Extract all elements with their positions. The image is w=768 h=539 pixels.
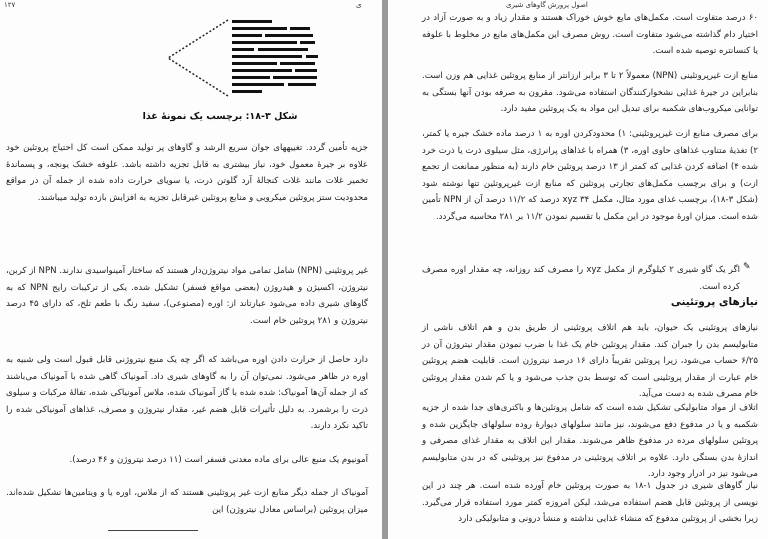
left-paragraph-5: آمونیاک از جمله دیگر منابع ازت غیر پروتئینی هستند که از ملاس، اوره یا و ویتامین‌ها تشکیل شده‌اند. میزان پروتئین (براساس معادل نیتروژن) این — [6, 488, 368, 515]
section-heading: نیازهای پروتئینی — [670, 296, 758, 308]
section-paragraph-2: اتلاف از مواد متابولیکی تشکیل شده است که شامل پروتئین‌ها و باکتری‌های جدا شده از جزیه شکمبه و یا در مدفوع دفع می‌شوند، نیز مانند سلولهای دیوارهٔ روده سلولهای جایگزین شده و پروتئین سلولهای مرده در مدفوع ظاهر می‌شوند. مقدار این اتلاف به مقدار غذای مصرفی و اندازهٔ بدن بستگی دارد. علاوه بر اتلاف پروتئینی در مدفوع نیز پروتئینی که در بدن متابولیسم می‌شود نیز در ادرار وجود دارد. — [422, 403, 758, 479]
footnote-rule — [108, 530, 198, 531]
right-paragraph-4: اگر یک گاو شیری ۲ کیلوگرم از مکمل xyz را مصرف کند روزانه، چه مقدار اوره مصرف کرده است. — [422, 265, 740, 292]
running-header-title: اصول پرورش گاوهای شیری — [506, 1, 588, 9]
section-paragraph-3: نیاز گاوهای شیری در جدول ۱-۱۸ به صورت پروتئین خام آورده شده است. هر چند در این نویسی از پروتئین قابل هضم استفاده می‌شد، لیکن امروزه کمتر مورد استفاده قرار می‌گیرد. زیرا بخشی از پروتئین مدفوع که منشاء غذایی نداشته و منشأ درونی و متابولیکی دارد — [422, 481, 758, 524]
section-paragraph-1: نیازهای پروتئینی یک حیوان، باید هم اتلاف پروتئینی از طریق بدن و هم اتلاف ناشی از متابولیسم بدن را جبران کند. مقدار پروتئین خام یک غذا با ضرب نمودن مقدار نیتروژن آن در ۶/۲۵ حساب می‌شود، زیرا پروتئین تقریباً دارای ۱۶ درصد نیتروژن است. قابلیت هضم پروتئین خام عبارت از مقدار پروتئینی است که توسط بدن جذب می‌شود و یا کم شدن مقدار پروتئین خام مصرف شده به دست می‌آید. — [422, 323, 758, 399]
page-number: ۱۲۷ — [4, 1, 16, 9]
right-paragraph-3: برای مصرف منابع ازت غیرپروتئینی: ۱) محدودکردن اوره به ۱ درصد ماده خشک جیره یا کمتر، ۲) تغذیهٔ متناوب غذاهای حاوی اوره، ۳) همراه با غذاهای پرانرژی، مثل سیلوی ذرت یا ذرت خرد شده ۴) اضافه کردن غذایی که کمتر از ۱۳ درصد پروتئین خام دارند (به منظور ممانعت از تجمع ازت) و برای برچسب مکمل‌های تجارتی پروتئین که منابع ازت غیرپروتئین تنها نوشته شود (شکل ۳-۱۸)، برچسب غذای مورد مثال، مکمل xyz ۳۴ درصد که ۱۱/۲ درصد آن از NPN تأمین شده است. میزان اورهٔ موجود در این مکمل با تقسیم نمودن ۱۱/۲ بر ۲۸۱ محاسبه می‌گردد. — [422, 129, 759, 222]
exercise-marker-icon: ✎ — [743, 262, 751, 272]
right-paragraph-2: منابع ازت غیرپروتئینی (NPN) معمولاً ۲ تا ۳ برابر ارزانتر از منابع پروتئین غذایی هم وزن است. بنابراین در جیرهٔ غذایی نشخوارکنندگان استفاده می‌شود. مقرون به صرفه بودن آنها بستگی به توانایی میکروب‌های شکمبه برای تبدیل این مواد به یک پروتئین مفید دارد. — [422, 71, 758, 114]
right-book-page — [388, 0, 768, 539]
running-header-mark: ی — [356, 1, 362, 9]
left-paragraph-2: غیر پروتئینی (NPN) شامل تمامی مواد نیتروژن‌دار هستند که ساختار آمینواسیدی ندارند. NPN از کربن، نیتروژن، اکسیژن و هیدروژن (بعضی مواقع فسفر) تشکیل شده. یکی از ترکیبات رایج NPN که به گاوهای شیری داده می‌شود عبارتاند از: اوره (مصنوعی)، سفید رنگ با طعم تلخ، که دارای ۴۵ درصد نیتروژن و ۲۸۱ پروتئین خام است. — [5, 266, 368, 326]
left-paragraph-1: جزیه تأمین گردد. تغییههای جوان سریع الرشد و گاوهای پر تولید ممکن است کل احتیاج پروتئین خود علاوه بر جیرهٔ معمول خود، نیاز بیشتری به قابل تجزیه داشته باشد. علوفه خشک یونجه، و پسماندهٔ تخمیر غلات مانند غلات کنجالهٔ آرد گلوتن ذرت، یا سویای حرارت داده شده از جمله آن در مواقع محدودیت ستز پروتئین میکروبی و منابع پروتئین غیرقابل تجزیه به افزایش بازده تولید میباشند. — [6, 143, 368, 203]
left-paragraph-3: دارد حاصل از حرارت دادن اوره می‌باشد که اگر چه یک منبع نیتروژنی قابل قبول است ولی شبیه به اوره در ظاهر می‌شود. نمی‌توان آن را به گاوهای شیری داد. آمونیاک گاهی شده با آمونیاک می‌باشند که از جمله آن‌ها آمونیاک: شده شده با گاز آمونیاک شده، ملاس آمونیاکی شده، تفالهٔ مرکبات و سیلوی ذرت را برشمرد. به دلیل تأثیرات قابل هضم غیر، مقدار نیتروژن و مصرف، غذاهای آمونیاکی شده را تاکید نکرد دارند. — [6, 355, 368, 431]
left-book-page — [0, 0, 382, 539]
food-label-figure — [160, 14, 350, 102]
figure-caption: شکل ۳-۱۸: برچسب یک نمونهٔ غذا — [142, 111, 298, 122]
right-paragraph-1: ۶۰ درصد متفاوت است. مکمل‌های مایع خوش خوراک هستند و مقدار زیاد و به صورت آزاد در اختیار دام گذاشته می‌شود متفاوت است. روش مصرف این مکمل‌های مایع در مخلوط با علوفه یا کنسانتره توصیه شده است. — [422, 13, 758, 56]
left-paragraph-4: آمونیوم یک منبع عالی برای ماده معدنی فسفر است (۱۱ درصد نیتروژن و ۴۶ درصد). — [69, 455, 368, 465]
